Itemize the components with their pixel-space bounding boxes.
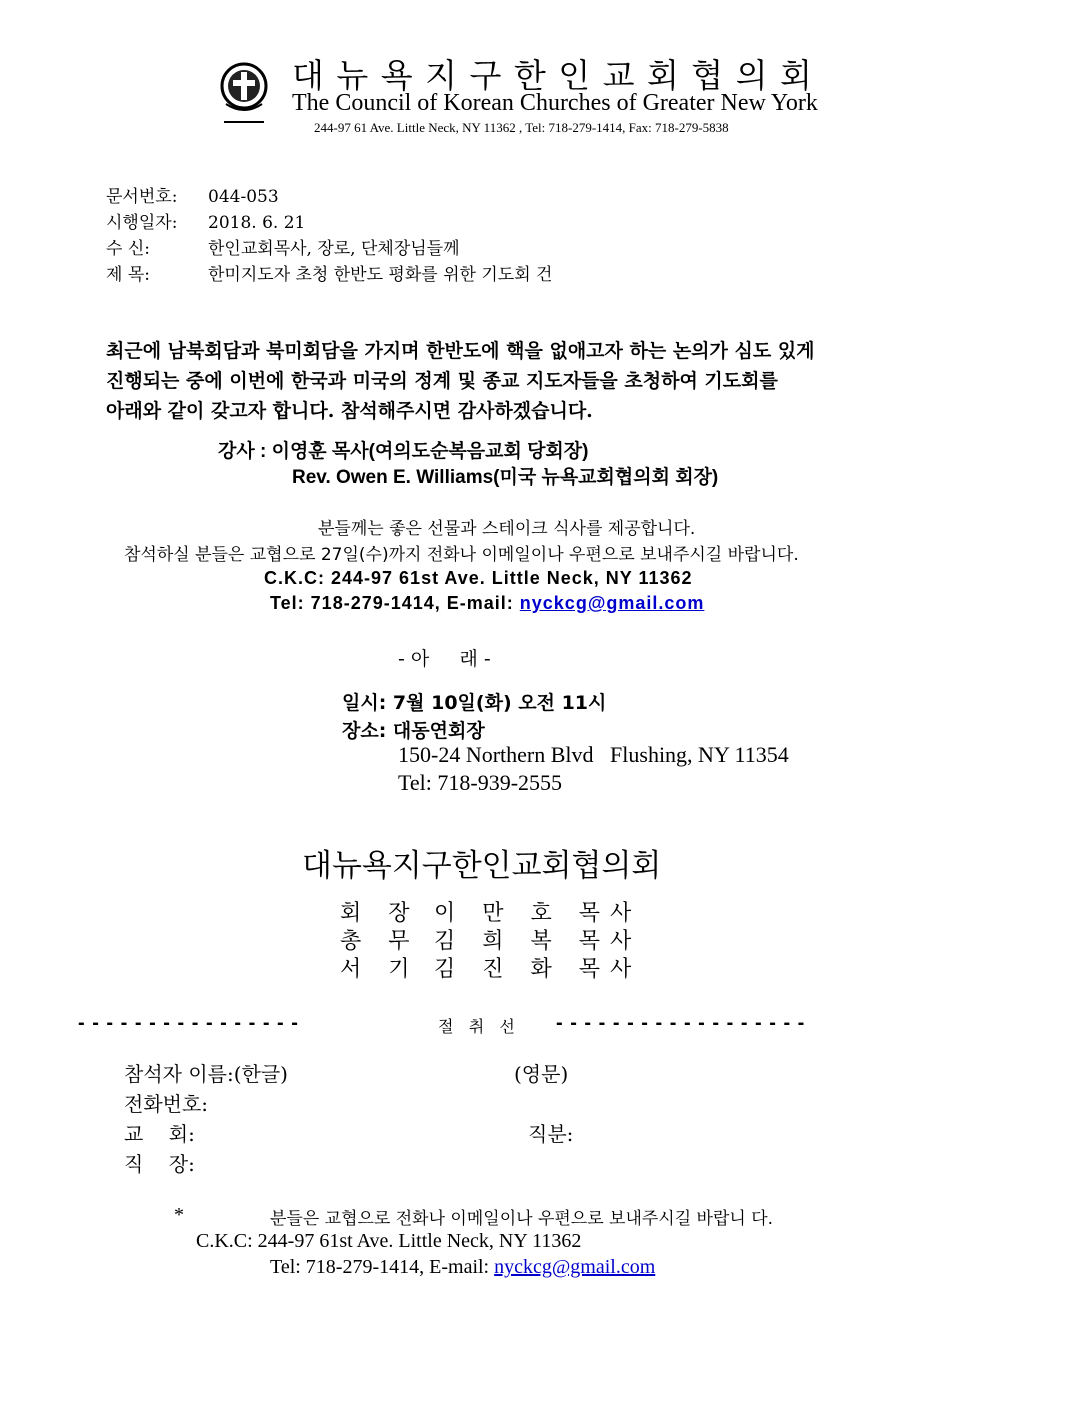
cutline-dashes-right: - - - - - - - - - - - - - - - - - - (556, 1012, 806, 1034)
footer-email-link[interactable]: nyckcg@gmail.com (494, 1256, 656, 1278)
signature-org: 대뉴욕지구한인교회협의회 (302, 848, 662, 884)
footer-star: * (174, 1204, 184, 1226)
form-workplace-label: 직 장: (124, 1152, 195, 1176)
form-name-en-label: (영문) (514, 1062, 569, 1086)
org-title-korean: 대 뉴 욕 지 구 한 인 교 회 협 의 회 (292, 56, 813, 95)
details-heading: - 아 래 - (398, 648, 491, 670)
notice-rsvp: 참석하실 분들은 교협으로 27일(수)까지 전화나 이메일이나 우편으로 보내주시길 바랍니다. (124, 545, 799, 565)
event-tel: Tel: 718-939-2555 (398, 770, 563, 795)
form-phone-label: 전화번호: (124, 1092, 209, 1116)
body-line-3: 아래와 같이 갖고자 합니다. 참석해주시면 감사하겠습니다. (106, 400, 593, 422)
meta-subject: 제 목: 한미지도자 초청 한반도 평화를 위한 기도회 건 (106, 265, 553, 285)
officer-secretary-general: 총 무 김 희 복 목사 (340, 929, 642, 954)
footer-address: C.K.C: 244-97 61st Ave. Little Neck, NY 11362 (196, 1230, 582, 1252)
footer-note: 분들은 교협으로 전화나 이메일이나 우편으로 보내주시길 바랍니 다. (270, 1209, 774, 1229)
footer-contact: Tel: 718-279-1414, E-mail: nyckcg@gmail.com (270, 1256, 656, 1278)
officer-clerk: 서 기 김 진 화 목사 (340, 957, 642, 982)
meta-date: 시행일자: 2018. 6. 21 (106, 213, 306, 233)
form-title-label: 직분: (528, 1122, 574, 1146)
notice-gift: 분들께는 좋은 선물과 스테이크 식사를 제공합니다. (318, 519, 696, 539)
event-date: 일시: 7월 10일(화) 오전 11시 (342, 692, 607, 714)
event-place: 장소: 대동연회장 (342, 720, 485, 742)
body-line-1: 최근에 남북회담과 북미회담을 가지며 한반도에 핵을 없애고자 하는 논의가 심도 있게 (106, 340, 815, 362)
form-church-label: 교 회: (124, 1122, 195, 1146)
org-title-english: The Council of Korean Churches of Greater New York (292, 90, 818, 116)
event-address: 150-24 Northern Blvd Flushing, NY 11354 (398, 742, 789, 767)
form-name-label: 참석자 이름:(한글) (124, 1062, 288, 1086)
meta-doc-number: 문서번호: 044-053 (106, 187, 279, 207)
org-address-line: 244-97 61 Ave. Little Neck, NY 11362 , Tel: 718-279-1414, Fax: 718-279-5838 (314, 120, 729, 135)
council-logo-icon (218, 52, 270, 132)
notice-contact: Tel: 718-279-1414, E-mail: nyckcg@gmail.com (270, 593, 705, 613)
notice-ckc-address: C.K.C: 244-97 61st Ave. Little Neck, NY 11362 (264, 568, 693, 588)
body-line-2: 진행되는 중에 이번에 한국과 미국의 정계 및 종교 지도자들을 초청하여 기도회를 (106, 370, 778, 392)
speaker-secondary: Rev. Owen E. Williams(미국 뉴욕교회협의회 회장) (292, 467, 719, 488)
cutline-dashes-left: - - - - - - - - - - - - - - - - (78, 1012, 299, 1034)
meta-recipient: 수 신: 한인교회목사, 장로, 단체장님들께 (106, 239, 460, 259)
officer-president: 회 장 이 만 호 목사 (340, 901, 642, 926)
speaker-primary: 강사 : 이영훈 목사(여의도순복음교회 당회장) (218, 441, 589, 462)
cutline-label: 절 취 선 (438, 1017, 515, 1036)
notice-email-link[interactable]: nyckcg@gmail.com (519, 593, 705, 613)
